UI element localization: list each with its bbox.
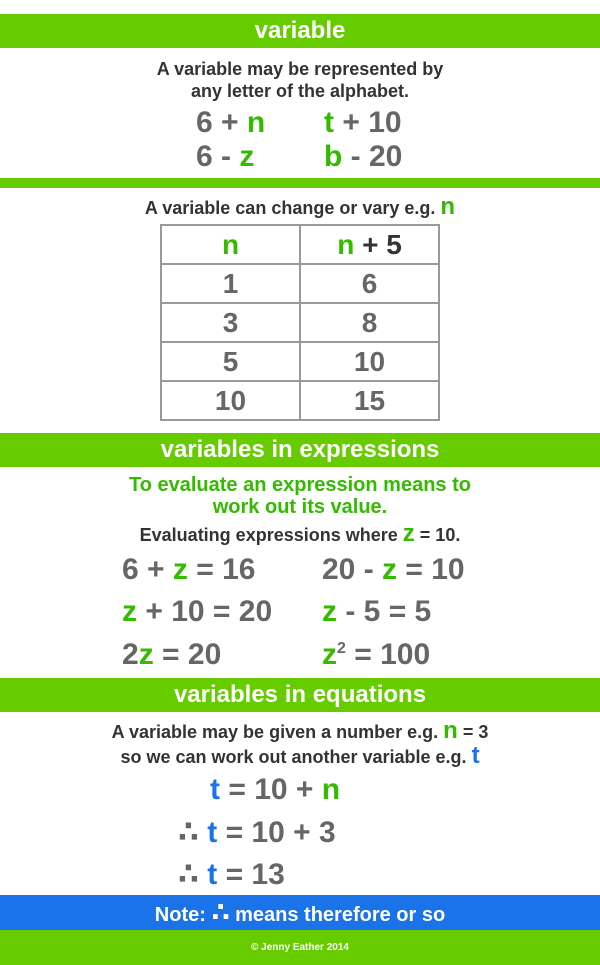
- example-b-minus-20: [324, 140, 402, 174]
- example-variable: b: [324, 140, 343, 173]
- table-row: [161, 303, 439, 342]
- eq-variable: t: [207, 816, 218, 849]
- expr-part: - 5 = 5: [345, 595, 432, 628]
- expr-part: 2: [122, 638, 139, 671]
- eq-variable: n: [321, 773, 341, 806]
- eq-part: = 13: [225, 858, 285, 891]
- definition-line-2: work out its value.: [212, 496, 388, 518]
- example-number: - 20: [350, 140, 403, 173]
- table-cell: 10: [161, 381, 300, 420]
- note-text: means therefore or so: [235, 904, 446, 926]
- equation-intro-line-2: [0, 742, 600, 769]
- evaluating-value: = 10.: [419, 525, 461, 545]
- example-variable: n: [246, 106, 266, 139]
- example-t-plus-10: [324, 106, 402, 140]
- expr-variable: z: [322, 638, 337, 671]
- expr-variable: z: [172, 553, 188, 586]
- divider: [0, 178, 600, 188]
- header-variable: n: [221, 228, 240, 260]
- expression: [122, 595, 272, 629]
- definition-line-1: To evaluate an expression means to: [129, 474, 471, 496]
- intro-text: [0, 58, 600, 102]
- intro-label: so we can work out another variable e.g.: [120, 747, 467, 767]
- expression: [322, 553, 465, 587]
- equation-intro-line-1: [0, 717, 600, 744]
- evaluating-variable: z: [402, 520, 415, 547]
- expr-part: + 10 = 20: [145, 595, 273, 628]
- expr-part: = 10: [405, 553, 465, 586]
- equation-1: [210, 773, 340, 807]
- intro-line-2: any letter of the alphabet.: [190, 81, 410, 101]
- intro-variable: t: [471, 742, 480, 769]
- evaluating-text: [0, 520, 600, 547]
- expr-variable: z: [122, 595, 137, 628]
- intro-label: A variable may be given a number e.g.: [111, 722, 439, 742]
- table-row: [161, 264, 439, 303]
- section-header-equations: [0, 678, 600, 712]
- intro-value: = 3: [462, 722, 489, 742]
- table-cell: 5: [161, 342, 300, 381]
- example-number: 6 -: [196, 140, 232, 173]
- eq-part: = 10 + 3: [225, 816, 336, 849]
- values-table: [160, 224, 440, 421]
- expression: [322, 638, 430, 672]
- expression: [322, 595, 431, 629]
- note-label: Note:: [154, 904, 206, 926]
- table-cell: 3: [161, 303, 300, 342]
- section-header-variable: [0, 14, 600, 48]
- expr-variable: z: [322, 595, 337, 628]
- evaluating-label: Evaluating expressions where: [139, 525, 398, 545]
- example-variable: z: [239, 140, 255, 173]
- table-header-n: [161, 225, 300, 264]
- table-cell: 15: [300, 381, 439, 420]
- example-6-minus-z: [196, 140, 254, 174]
- section-title: variable: [254, 17, 346, 44]
- expr-part: = 100: [354, 638, 431, 671]
- expr-variable: z: [382, 553, 398, 586]
- intro-variable: n: [443, 717, 458, 744]
- table-cell: 6: [300, 264, 439, 303]
- expression: [122, 638, 221, 672]
- evaluate-definition: [0, 474, 600, 518]
- table-cell: 10: [300, 342, 439, 381]
- change-text-variable: n: [440, 193, 456, 220]
- table-cell: 8: [300, 303, 439, 342]
- expr-part: = 20: [162, 638, 222, 671]
- example-variable: t: [324, 106, 334, 139]
- expr-exponent: 2: [337, 640, 346, 657]
- section-title: variables in equations: [173, 681, 427, 708]
- table-row: [161, 342, 439, 381]
- copyright-text: © Jenny Eather 2014: [251, 942, 349, 953]
- expr-part: 6 +: [122, 553, 165, 586]
- section-header-expressions: [0, 433, 600, 467]
- example-number: + 10: [342, 106, 402, 139]
- table-cell: 1: [161, 264, 300, 303]
- header-variable: n: [337, 228, 355, 260]
- expr-part: 20 -: [322, 553, 374, 586]
- equation-3: [178, 857, 285, 892]
- note-banner: [0, 895, 600, 930]
- change-text: [0, 193, 600, 220]
- expr-variable: z: [138, 638, 154, 671]
- table-header-row: [161, 225, 439, 264]
- therefore-symbol: ∴: [211, 897, 230, 927]
- expr-part: = 16: [196, 553, 256, 586]
- table-row: [161, 381, 439, 420]
- change-text-label: A variable can change or vary e.g.: [144, 198, 436, 218]
- copyright-footer: [0, 930, 600, 965]
- therefore-symbol: ∴: [178, 816, 199, 849]
- eq-variable: t: [207, 858, 218, 891]
- example-6-plus-n: [196, 106, 265, 140]
- header-expression: + 5: [362, 228, 402, 260]
- intro-line-1: A variable may be represented by: [156, 59, 444, 79]
- eq-variable: t: [210, 773, 220, 806]
- expression: [122, 553, 255, 587]
- eq-part: = 10 +: [228, 773, 314, 806]
- equation-2: [178, 815, 336, 850]
- example-number: 6 +: [196, 106, 239, 139]
- table-header-n-plus-5: [300, 225, 439, 264]
- therefore-symbol: ∴: [178, 858, 199, 891]
- section-title: variables in expressions: [160, 436, 440, 463]
